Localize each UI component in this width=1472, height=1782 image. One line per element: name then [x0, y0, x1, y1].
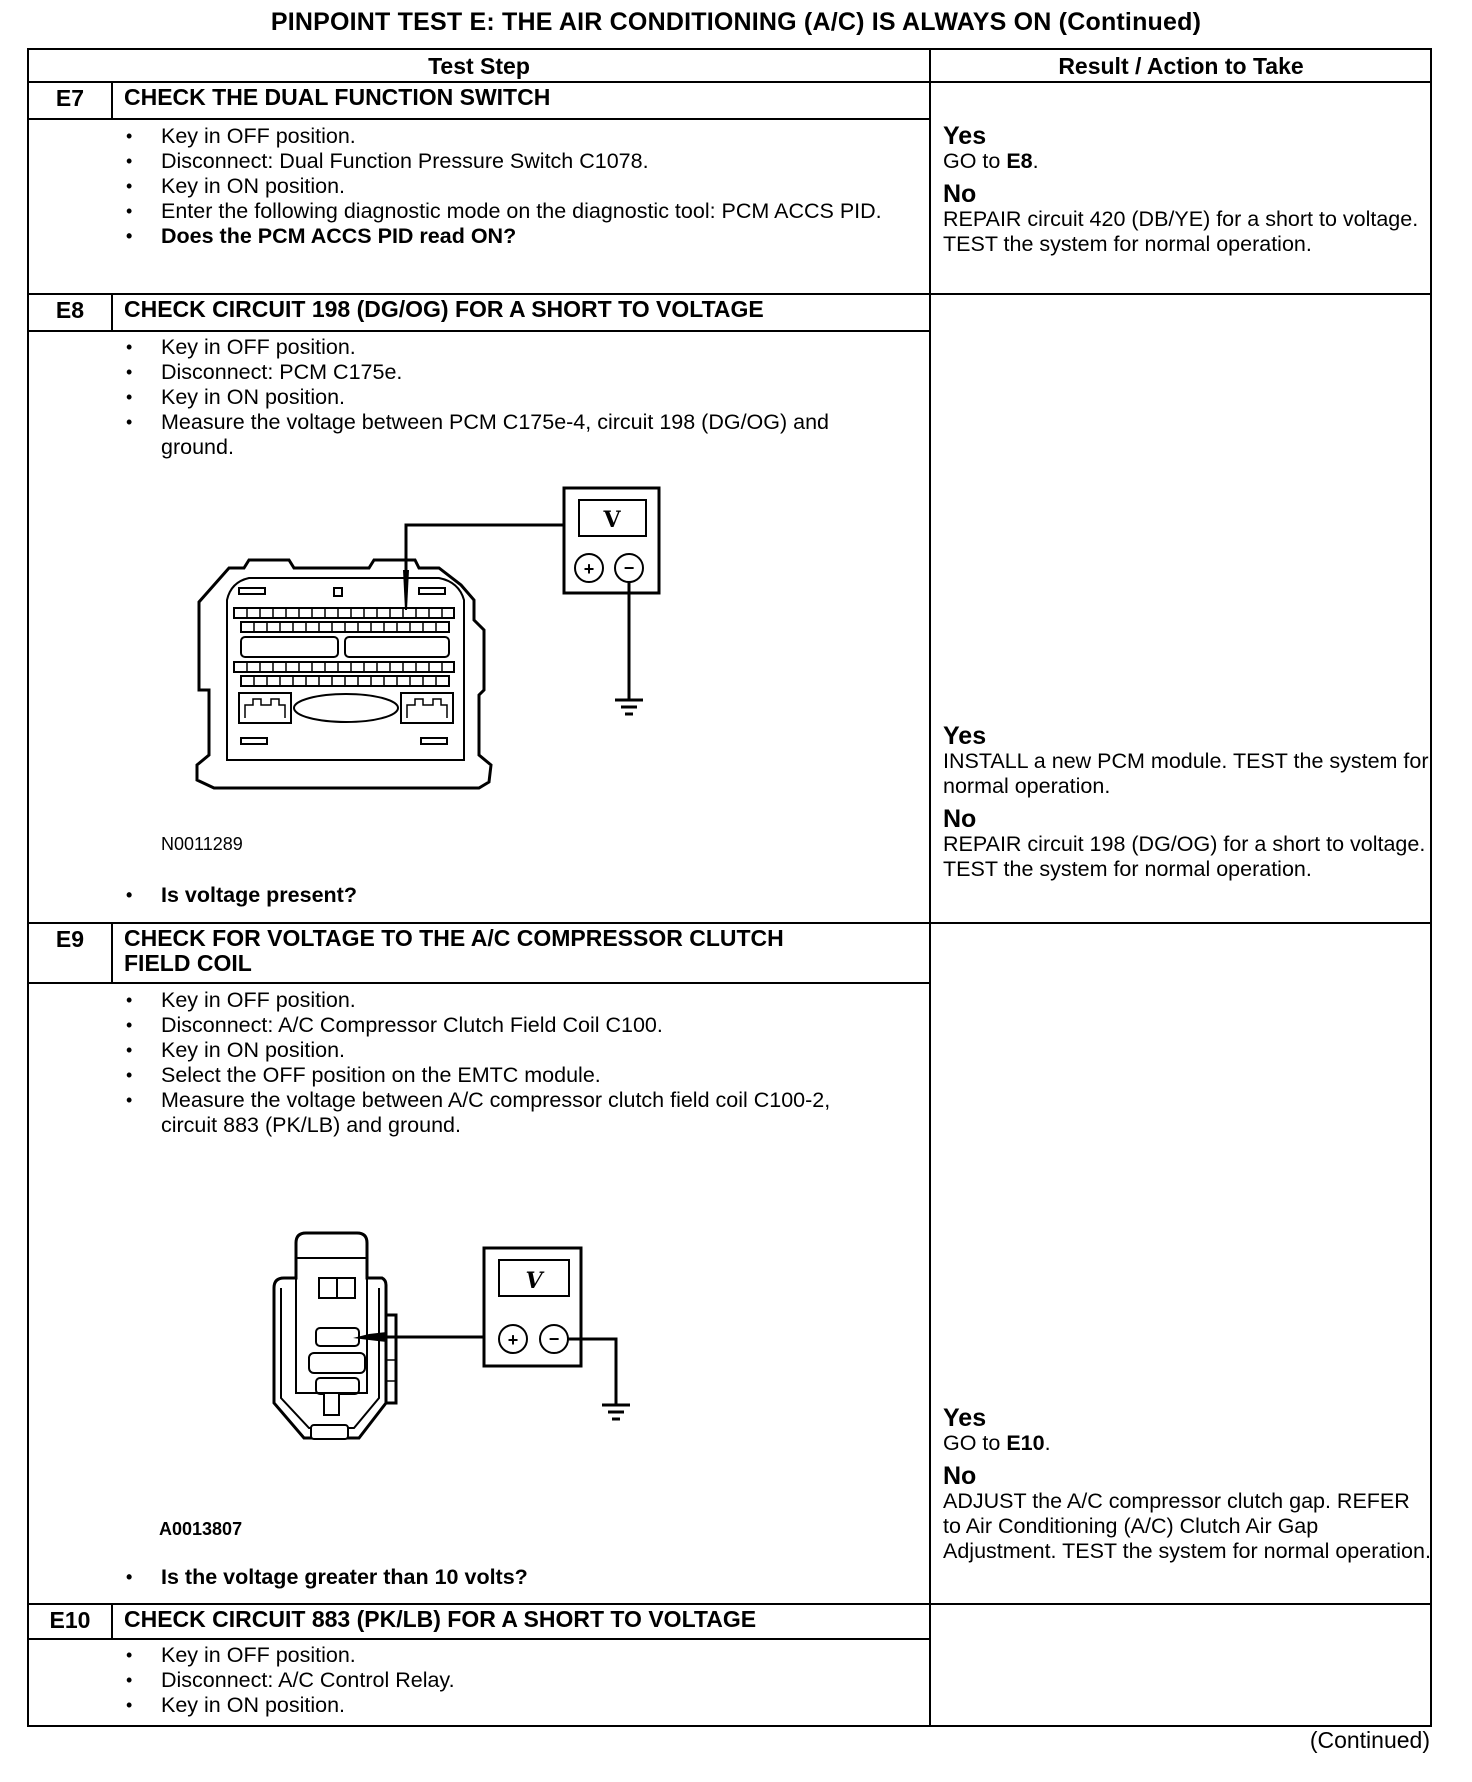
step-question-e9 [124, 1565, 904, 1590]
svg-text:+: + [583, 559, 595, 579]
svg-text:+: + [507, 1330, 519, 1350]
row-divider [29, 1603, 1431, 1605]
step-id-e7: E7 [55, 85, 85, 111]
row-divider [29, 922, 1431, 924]
continued-note: (Continued) [1309, 1727, 1430, 1753]
column-divider [929, 50, 931, 1725]
figure-id-n0011289: N0011289 [161, 834, 243, 854]
list-item: • Enter the following diagnostic mode on the diagnostic tool: PCM ACCS PID. [124, 199, 904, 224]
result-no-label: No [943, 180, 977, 208]
clutch-connector-voltmeter-diagram [269, 1233, 719, 1473]
header-divider [29, 81, 1431, 83]
list-item: • Key in ON position. [124, 1693, 904, 1718]
list-item: • Key in ON position. [124, 174, 904, 199]
step-title-e10: CHECK CIRCUIT 883 (PK/LB) FOR A SHORT TO VOLTAGE [124, 1606, 757, 1632]
pinpoint-test-table [27, 48, 1432, 1727]
result-no-text: ADJUST the A/C compressor clutch gap. REFER to Air Conditioning (A/C) Clutch Air Gap Adjustment. TEST the system for normal operation. [943, 1489, 1431, 1563]
result-yes-label: Yes [943, 722, 987, 750]
svg-text:−: − [548, 1329, 560, 1349]
list-item: • Measure the voltage between PCM C175e-4, circuit 198 (DG/OG) and ground. [124, 410, 904, 460]
result-no-text: REPAIR circuit 420 (DB/YE) for a short to voltage. TEST the system for normal operation. [943, 207, 1419, 256]
step-title-e8: CHECK CIRCUIT 198 (DG/OG) FOR A SHORT TO VOLTAGE [124, 296, 764, 322]
title-divider [29, 1638, 929, 1640]
step-link-e8[interactable]: E8 [1006, 149, 1033, 173]
header-test-step: Test Step [428, 53, 530, 79]
list-item: • Key in ON position. [124, 385, 904, 410]
step-id-e10: E10 [49, 1607, 91, 1633]
result-yes-text: GO to E10. [943, 1431, 1051, 1455]
step-bullets-e9 [124, 988, 904, 1138]
title-divider [29, 982, 929, 984]
svg-text:V: V [525, 1268, 543, 1294]
step-bullets-e7 [124, 124, 904, 249]
list-item: • Disconnect: PCM C175e. [124, 360, 904, 385]
step-id-e9: E9 [55, 926, 85, 952]
id-divider [111, 924, 113, 982]
title-divider [29, 118, 929, 120]
result-yes-label: Yes [943, 1404, 987, 1432]
result-no-text: REPAIR circuit 198 (DG/OG) for a short to voltage. TEST the system for normal operation. [943, 832, 1426, 881]
result-yes-label: Yes [943, 122, 987, 150]
svg-text:−: − [623, 558, 635, 578]
result-e9 [943, 1405, 1433, 1571]
result-e8 [943, 723, 1433, 889]
list-item: • Key in OFF position. [124, 335, 904, 360]
result-yes-text: INSTALL a new PCM module. TEST the system for normal operation. [943, 749, 1429, 798]
result-e7 [943, 123, 1433, 264]
list-item: • Disconnect: A/C Compressor Clutch Field Coil C100. [124, 1013, 904, 1038]
step-question: • Is the voltage greater than 10 volts? [124, 1565, 904, 1590]
list-item: • Key in ON position. [124, 1038, 904, 1063]
result-yes-text: GO to E8. [943, 149, 1039, 173]
step-bullets-e10 [124, 1643, 904, 1718]
id-divider [111, 295, 113, 330]
step-bullets-e8 [124, 335, 904, 460]
pcm-connector-voltmeter-diagram [179, 490, 779, 810]
list-item: • Disconnect: Dual Function Pressure Switch C1078. [124, 149, 904, 174]
id-divider [111, 83, 113, 118]
list-item: • Key in OFF position. [124, 124, 904, 149]
step-question: • Is voltage present? [124, 883, 904, 908]
list-item: • Key in OFF position. [124, 1643, 904, 1668]
step-question: • Does the PCM ACCS PID read ON? [124, 224, 904, 249]
result-no-label: No [943, 805, 977, 833]
list-item: • Select the OFF position on the EMTC module. [124, 1063, 904, 1088]
step-title-e9: CHECK FOR VOLTAGE TO THE A/C COMPRESSOR CLUTCH FIELD COIL [124, 925, 784, 976]
title-divider [29, 330, 929, 332]
id-divider [111, 1605, 113, 1639]
svg-text:V: V [603, 507, 621, 533]
header-result-action: Result / Action to Take [1058, 53, 1304, 79]
step-title-e7: CHECK THE DUAL FUNCTION SWITCH [124, 84, 551, 110]
step-question-e8 [124, 883, 904, 908]
list-item: • Measure the voltage between A/C compressor clutch field coil C100-2, circuit 883 (PK/LB) and ground. [124, 1088, 881, 1138]
step-id-e8: E8 [55, 297, 85, 323]
result-no-label: No [943, 1462, 977, 1490]
list-item: • Disconnect: A/C Control Relay. [124, 1668, 904, 1693]
list-item: • Key in OFF position. [124, 988, 904, 1013]
figure-id-a0013807: A0013807 [159, 1519, 243, 1539]
page-title: PINPOINT TEST E: THE AIR CONDITIONING (A/C) IS ALWAYS ON (Continued) [270, 8, 1202, 36]
step-link-e10[interactable]: E10 [1006, 1431, 1045, 1455]
row-divider [29, 293, 1431, 295]
